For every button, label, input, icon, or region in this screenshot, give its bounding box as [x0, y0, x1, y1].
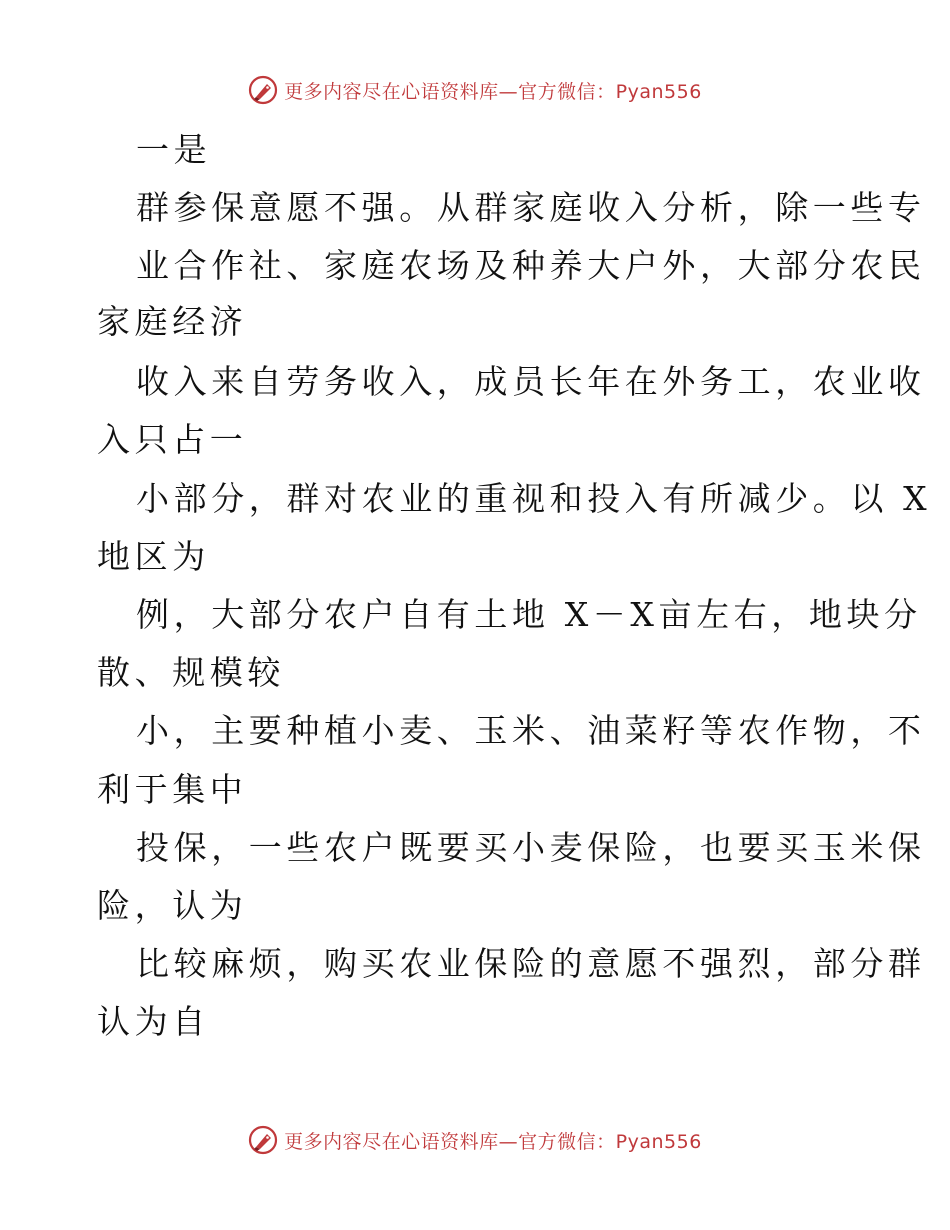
body-line: 收入来自劳务收入，成员长年在外务工，农业收 — [136, 362, 926, 401]
header-banner — [0, 70, 950, 110]
pen-nib-logo-icon — [248, 1125, 278, 1155]
body-line: 群参保意愿不强。从群家庭收入分析，除一些专 — [136, 188, 926, 227]
body-line: 小部分，群对农业的重视和投入有所减少。以 X — [136, 479, 932, 518]
body-line: 比较麻烦，购买农业保险的意愿不强烈，部分群 — [136, 944, 926, 983]
body-line: 投保，一些农户既要买小麦保险，也要买玉米保 — [136, 828, 926, 867]
header-banner-text: 更多内容尽在心语资料库—官方微信：Pyan556 — [284, 80, 702, 103]
body-line: 散、规模较 — [97, 653, 285, 692]
body-line: 入只占一 — [97, 420, 248, 459]
pen-nib-logo-icon — [248, 75, 278, 105]
body-line: 险，认为 — [97, 886, 248, 925]
body-line: 认为自 — [97, 1002, 210, 1041]
body-line: 一是 — [136, 130, 212, 169]
body-line: 家庭经济 — [97, 302, 248, 341]
body-line: 业合作社、家庭农场及种养大户外，大部分农民 — [136, 246, 926, 285]
body-line: 利于集中 — [97, 770, 248, 809]
body-line: 例，大部分农户自有土地 X－X亩左右，地块分 — [136, 595, 922, 634]
body-line: 小，主要种植小麦、玉米、油菜籽等农作物，不 — [136, 711, 926, 750]
body-line: 地区为 — [97, 537, 210, 576]
footer-banner-text: 更多内容尽在心语资料库—官方微信：Pyan556 — [284, 1130, 702, 1153]
footer-banner — [0, 1120, 950, 1160]
